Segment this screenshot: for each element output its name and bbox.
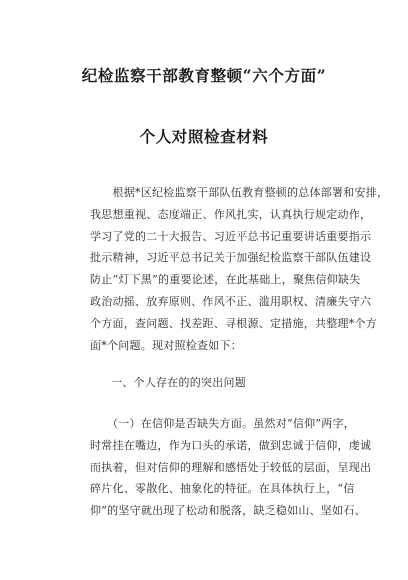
intro-line: 根据*区纪检监察干部队伍教育整顿的总体部署和安排，: [90, 186, 389, 199]
intro-line: 学习了党的二十大报告、习近平总书记重要讲话重要指示: [90, 229, 372, 243]
item-paragraph: [90, 413, 372, 522]
section-heading: 一、个人存在的的突出问题: [111, 376, 246, 389]
intro-line: 批示精神，习近平总书记关于加强纪检监察干部队伍建设: [90, 251, 372, 265]
intro-line: 政治动摇、放弃原则、作风不正、滥用职权、清廉失守六: [90, 294, 372, 308]
intro-line: 我思想重视、态度端正、作风扎实，认真执行规定动作，: [90, 207, 372, 221]
item-line: 仰”的坚守就出现了松动和脱落，缺乏稳如山、坚如石、: [90, 504, 366, 518]
item-line: 碎片化、零散化、抽象化的特征。在具体执行上，“信: [90, 482, 355, 496]
intro-line: 防止“灯下黑”的重要论述，在此基础上，聚焦信仰缺失: [90, 273, 361, 287]
document-title: 纪检监察干部教育整顿“六个方面”: [81, 66, 327, 85]
document-subtitle: 个人对照检查材料: [139, 127, 269, 146]
intro-line: 面*个问题。现对照检查如下：: [90, 338, 242, 352]
item-line: 时常挂在嘴边，作为口头的承诺，做到忠诚于信仰，虔诚: [90, 438, 372, 452]
intro-paragraph: [90, 182, 389, 356]
intro-line: 个方面，查问题、找差距、寻根源、定措施，共整理*个方: [90, 316, 377, 330]
item-line: 而执着，但对信仰的理解和感悟处于较低的层面，呈现出: [90, 460, 372, 474]
item-line: （一）在信仰是否缺失方面。虽然对“信仰”两字，: [90, 417, 355, 430]
